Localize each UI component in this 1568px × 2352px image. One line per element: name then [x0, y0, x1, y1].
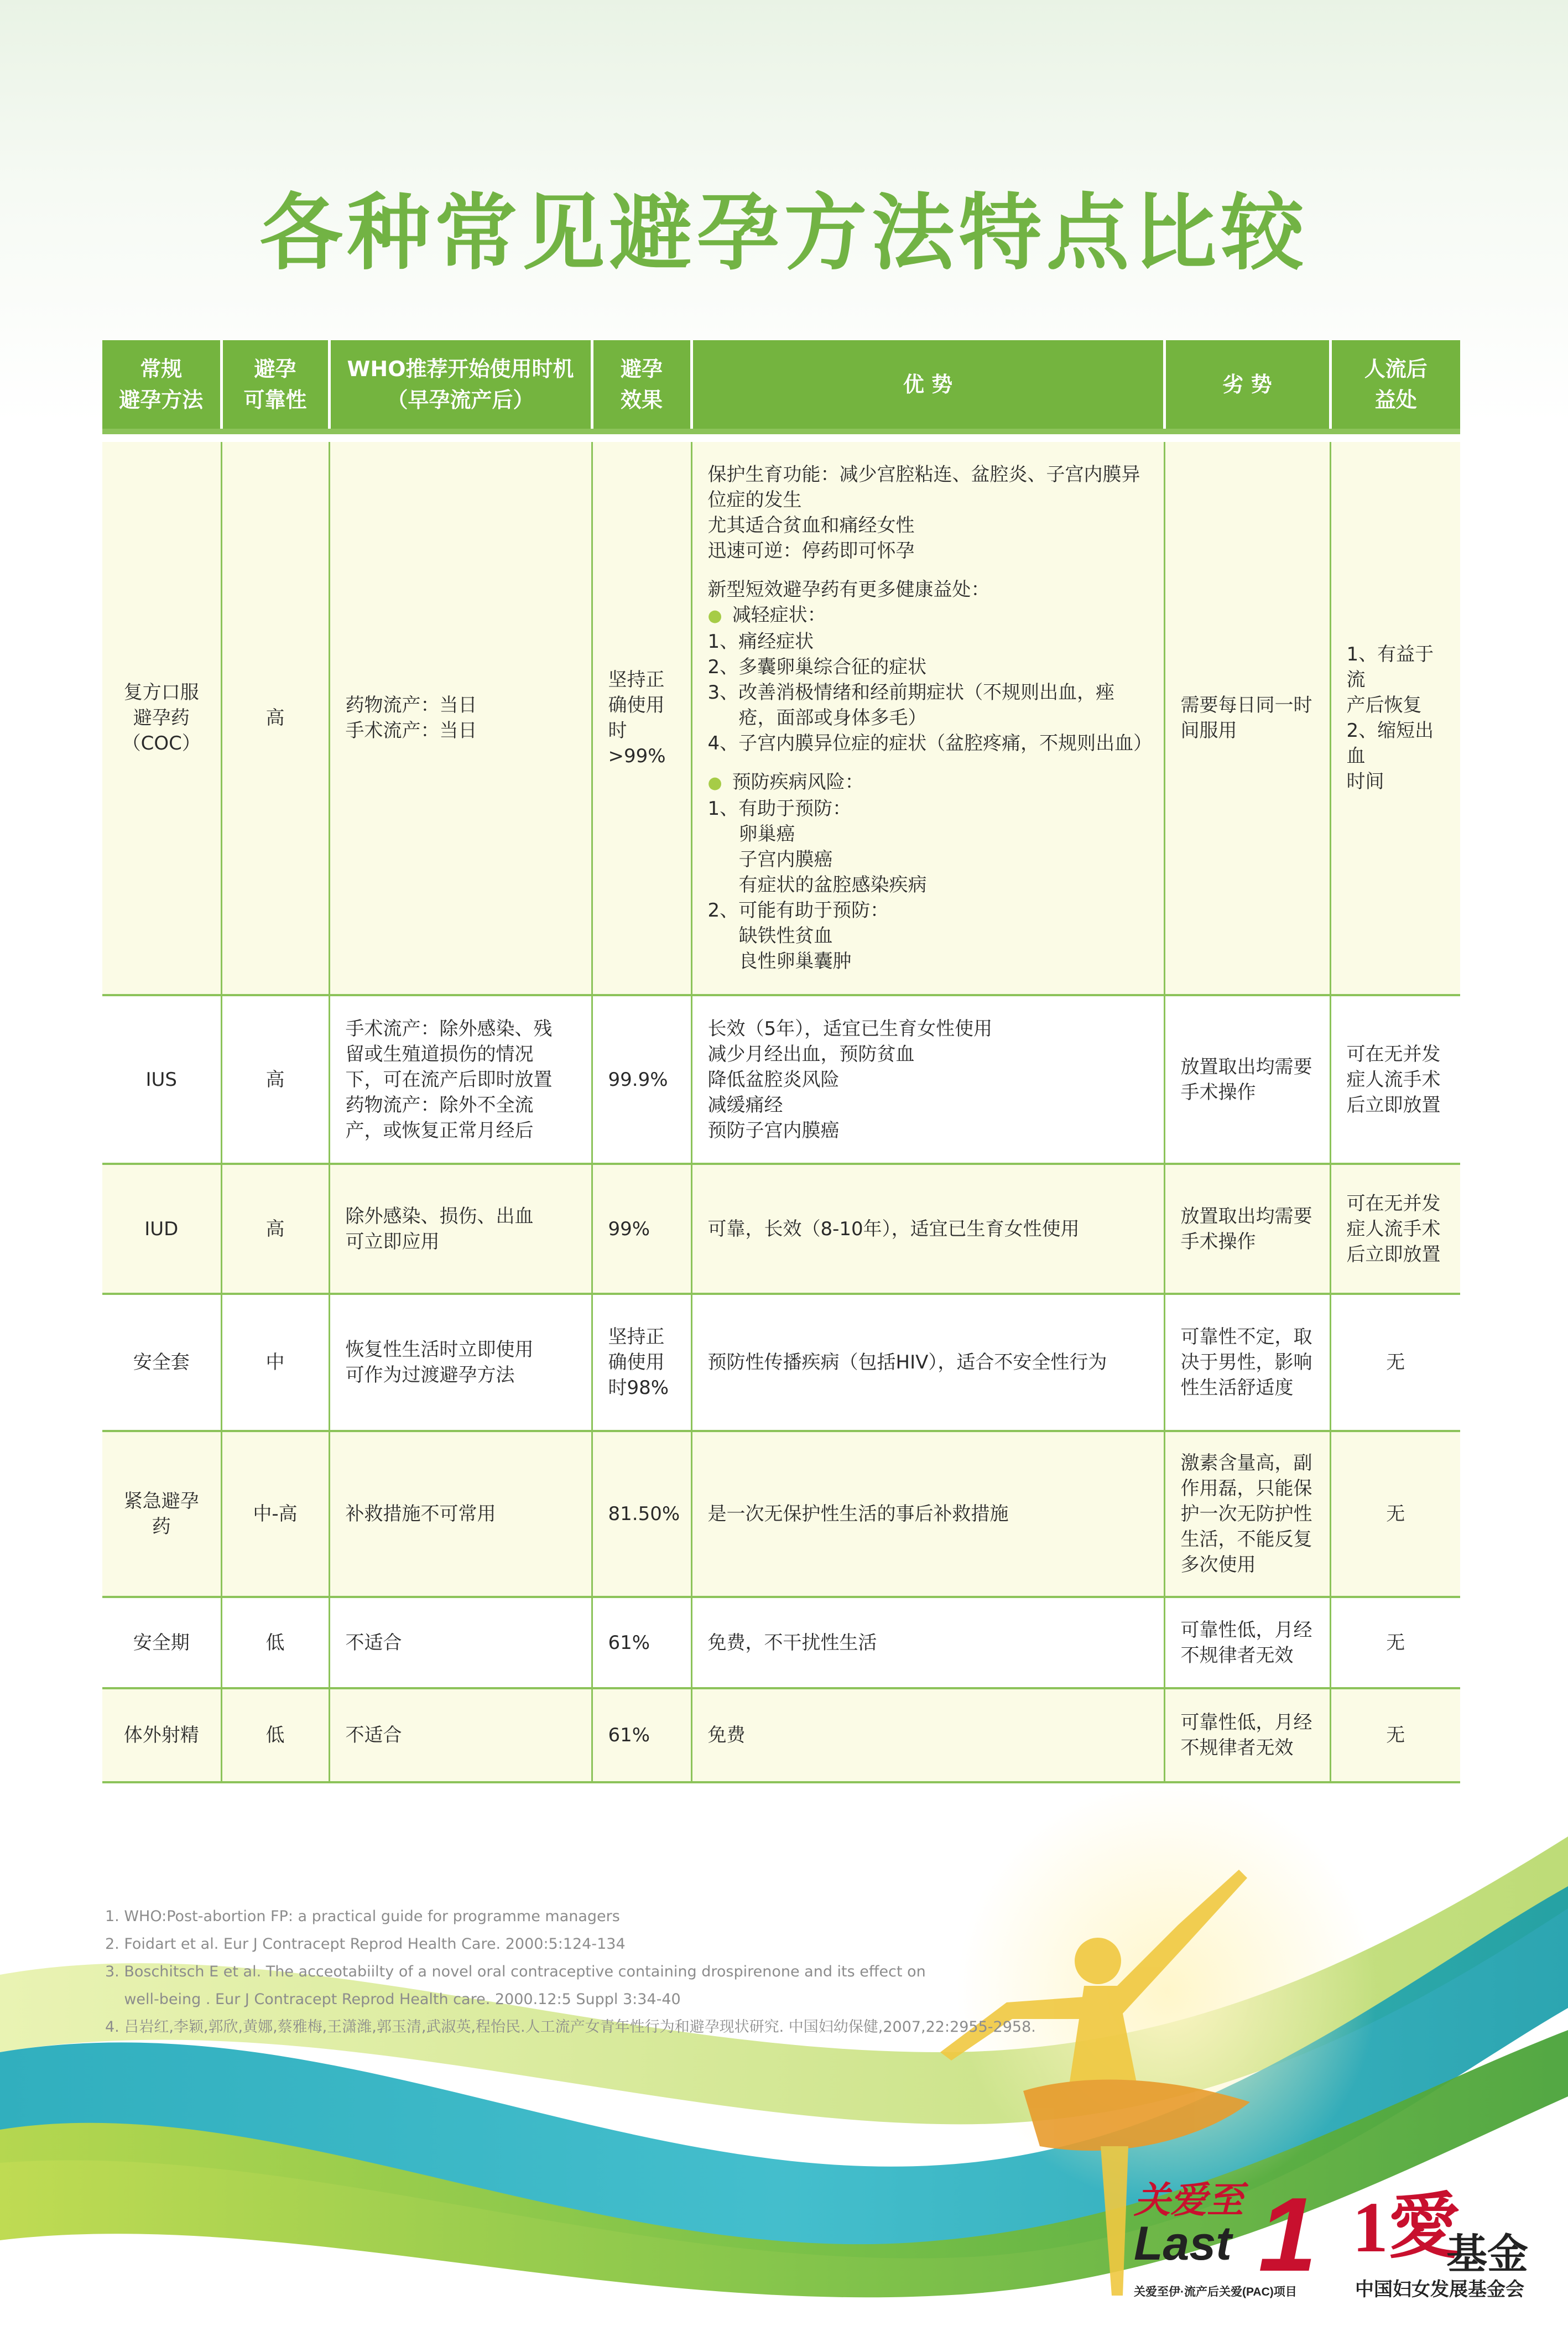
- cell-benefit: 无: [1330, 1597, 1460, 1688]
- cell-reliability: 低: [221, 1597, 329, 1688]
- cell-method: 安全套: [102, 1294, 221, 1431]
- cell-disadvantages: 可靠性低，月经 不规律者无效: [1164, 1597, 1330, 1688]
- cell-advantages: 免费: [691, 1688, 1164, 1782]
- cell-benefit: 无: [1330, 1294, 1460, 1431]
- cell-benefit: 无: [1330, 1688, 1460, 1782]
- cell-disadvantages: 可靠性不定，取 决于男性，影响 性生活舒适度: [1164, 1294, 1330, 1431]
- cell-disadvantages: 放置取出均需要 手术操作: [1164, 1164, 1330, 1294]
- reference-item: 3. Boschitsch E et al. The acceotabiilty of a novel oral contraceptive containing drospirenone and its effect on: [105, 1963, 926, 1980]
- cell-method: IUD: [102, 1164, 221, 1294]
- svg-text:基金: 基金: [1446, 2231, 1528, 2277]
- svg-text:关爱至伊·流产后关爱(PAC)项目: 关爱至伊·流产后关爱(PAC)项目: [1134, 2286, 1297, 2298]
- page-title: 各种常见避孕方法特点比较: [259, 185, 1309, 282]
- last1-logo: [1128, 2171, 1350, 2309]
- cell-method: IUS: [102, 995, 221, 1164]
- cell-benefit: 可在无并发 症人流手术 后立即放置: [1330, 1164, 1460, 1294]
- reference-item: 4. 吕岩红,李颖,郭欣,黄娜,蔡雅梅,王潇潍,郭玉清,武淑英,程怡民.人工流产女青年性行为和避孕现状研究. 中国妇幼保健,2007,22:2955-2958.: [105, 2018, 1036, 2036]
- cell-disadvantages: 放置取出均需要 手术操作: [1164, 995, 1330, 1164]
- header-effect: 避孕 效果: [592, 340, 691, 431]
- cell-advantages: 长效（5年），适宜已生育女性使用 减少月经出血，预防贫血 降低盆腔炎风险 减缓痛经 预防子宫内膜癌: [691, 995, 1164, 1164]
- reference-item: well-being . Eur J Contracept Reprod Health care. 2000.12:5 Suppl 3:34-40: [105, 1991, 681, 2008]
- cell-disadvantages: 需要每日同一时 间服用: [1164, 442, 1330, 995]
- cell-effect: 99.9%: [592, 995, 691, 1164]
- table-row-ius: [102, 995, 1460, 1164]
- bullet-item: ● 预防疾病风险：: [708, 769, 1148, 796]
- references: [105, 1903, 1045, 2041]
- cell-effect: 坚持正 确使用 时98%: [592, 1294, 691, 1431]
- cell-disadvantages: 激素含量高，副 作用磊，只能保 护一次无防护性 生活，不能反复 多次使用: [1164, 1431, 1330, 1597]
- cell-timing: 药物流产：当日 手术流产：当日: [329, 442, 592, 995]
- cell-reliability: 高: [221, 995, 329, 1164]
- cell-effect: 61%: [592, 1688, 691, 1782]
- table-row-condom: [102, 1294, 1460, 1431]
- cell-effect: 99%: [592, 1164, 691, 1294]
- cell-method: 体外射精: [102, 1688, 221, 1782]
- svg-text:1愛: 1愛: [1352, 2188, 1461, 2267]
- cell-effect: 61%: [592, 1597, 691, 1688]
- cell-benefit: 无: [1330, 1431, 1460, 1597]
- cell-reliability: 高: [221, 1164, 329, 1294]
- cell-timing: 补救措施不可常用: [329, 1431, 592, 1597]
- svg-text:关爱至: 关爱至: [1134, 2181, 1243, 2221]
- table-row-emergency: [102, 1431, 1460, 1597]
- table-row-safe-period: [102, 1597, 1460, 1688]
- cell-timing: 手术流产：除外感染、残 留或生殖道损伤的情况 下，可在流产后即时放置 药物流产：除外不全流 产，或恢复正常月经后: [329, 995, 592, 1164]
- cell-advantages: 预防性传播疾病（包括HIV），适合不安全性行为: [691, 1294, 1164, 1431]
- cell-timing: 不适合: [329, 1597, 592, 1688]
- svg-text:Last: Last: [1134, 2217, 1232, 2270]
- cell-reliability: 高: [221, 442, 329, 995]
- svg-text:中国妇女发展基金会: 中国妇女发展基金会: [1355, 2279, 1524, 2300]
- header-advantages: 优 势: [691, 340, 1164, 431]
- cell-method: 紧急避孕药: [102, 1431, 221, 1597]
- cell-timing: 除外感染、损伤、出血 可立即应用: [329, 1164, 592, 1294]
- svg-text:1: 1: [1258, 2176, 1317, 2293]
- cell-disadvantages: 可靠性低，月经 不规律者无效: [1164, 1688, 1330, 1782]
- cell-method: 安全期: [102, 1597, 221, 1688]
- header-benefit: 人流后 益处: [1330, 340, 1460, 431]
- cell-timing: 恢复性生活时立即使用 可作为过渡避孕方法: [329, 1294, 592, 1431]
- cell-benefit: 1、有益于流 产后恢复 2、缩短出血 时间: [1330, 442, 1460, 995]
- cell-effect: 81.50%: [592, 1431, 691, 1597]
- bullet-item: ● 减轻症状：: [708, 602, 1148, 629]
- reference-item: 1. WHO:Post-abortion FP: a practical guide for programme managers: [105, 1908, 620, 1925]
- cell-reliability: 中: [221, 1294, 329, 1431]
- fund-logo: [1352, 2171, 1551, 2309]
- header-method: 常规 避孕方法: [102, 340, 221, 431]
- header-reliability: 避孕 可靠性: [221, 340, 329, 431]
- cell-advantages: 可靠，长效（8-10年），适宜已生育女性使用: [691, 1164, 1164, 1294]
- cell-advantages: 保护生育功能：减少宫腔粘连、盆腔炎、子宫内膜异 位症的发生 尤其适合贫血和痛经女性 迅速可逆：停药即可怀孕 新型短效避孕药有更多健康益处： ● 减轻症状： 1、痛经症状 2、多囊卵巢综合征的症状 3、改善消极情绪和经前期症状（不规则出血，痤 疮，面部或身体多毛） 4、子宫内膜异位症的症状（盆腔疼痛，不规则出血） ● 预防疾病风险： 1、有助于预防： 卵巢癌 子宫内膜癌 有症状的盆腔感染疾病 2、可能有助于预防： 缺铁性贫血 良性卵巢囊肿: [691, 442, 1164, 995]
- cell-reliability: 低: [221, 1688, 329, 1782]
- comparison-table: [102, 340, 1460, 1783]
- cell-advantages: 免费，不干扰性生活: [691, 1597, 1164, 1688]
- cell-reliability: 中-高: [221, 1431, 329, 1597]
- table-row-iud: [102, 1164, 1460, 1294]
- cell-effect: 坚持正 确使用 时>99%: [592, 442, 691, 995]
- cell-method: 复方口服 避孕药 （COC）: [102, 442, 221, 995]
- header-timing: WHO推荐开始使用时机 （早孕流产后）: [329, 340, 592, 431]
- header-disadvantages: 劣 势: [1164, 340, 1330, 431]
- table-row-coc: [102, 442, 1460, 995]
- cell-timing: 不适合: [329, 1688, 592, 1782]
- cell-advantages: 是一次无保护性生活的事后补救措施: [691, 1431, 1164, 1597]
- cell-benefit: 可在无并发 症人流手术 后立即放置: [1330, 995, 1460, 1164]
- table-header-row: [102, 340, 1460, 431]
- reference-item: 2. Foidart et al. Eur J Contracept Reprod Health Care. 2000:5:124-134: [105, 1935, 626, 1953]
